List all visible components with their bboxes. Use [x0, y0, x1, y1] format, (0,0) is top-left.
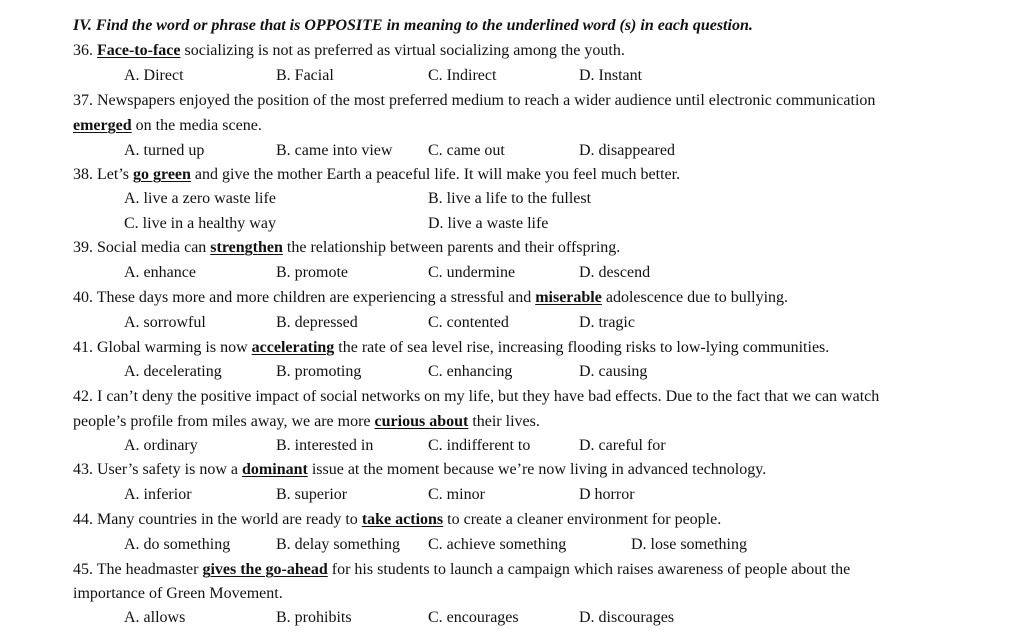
underlined-phrase: emerged	[73, 117, 132, 134]
option-c: C. undermine	[428, 264, 516, 281]
option-c: C. enhancing	[428, 363, 513, 380]
option-a: A. sorrowful	[124, 314, 206, 331]
question-number: 40. These days more and more children are experiencing a stressful and	[73, 289, 536, 306]
option-d: D. disappeared	[579, 142, 675, 159]
option-b: B. live a life to the fullest	[428, 190, 592, 207]
underlined-phrase: accelerating	[251, 339, 335, 356]
option-b: B. promote	[276, 264, 348, 281]
option-c: C. achieve something	[428, 536, 567, 553]
question-39	[73, 238, 620, 258]
option-c: C. came out	[428, 142, 505, 159]
question-42-cont	[73, 412, 540, 432]
option-b: B. interested in	[276, 437, 374, 454]
question-number: 38. Let’s	[73, 166, 133, 183]
question-40	[73, 288, 788, 308]
question-number: 43. User’s safety is now a	[73, 461, 243, 478]
question-37-cont	[73, 116, 262, 136]
question-text: their lives.	[468, 413, 540, 430]
underlined-phrase: dominant	[242, 461, 308, 478]
question-number: 41. Global warming is now	[73, 339, 252, 356]
question-text: on the media scene.	[131, 117, 262, 134]
question-number: 36.	[73, 42, 93, 59]
question-text: to create a cleaner environment for people.	[443, 511, 722, 528]
question-41	[73, 338, 829, 358]
underlined-phrase: go green	[133, 166, 191, 183]
option-d: D. careful for	[579, 437, 666, 454]
question-45-cont: importance of Green Movement.	[73, 585, 283, 602]
option-b: B. Facial	[276, 67, 334, 84]
option-c: C. minor	[428, 486, 485, 503]
question-45	[73, 560, 850, 580]
option-d: D. lose something	[631, 536, 747, 553]
option-c: C. encourages	[428, 609, 519, 626]
underlined-phrase: strengthen	[210, 239, 283, 256]
option-d: D. discourages	[579, 609, 675, 626]
option-a: A. do something	[124, 536, 231, 553]
option-b: B. came into view	[276, 142, 393, 159]
option-a: A. enhance	[124, 264, 196, 281]
section-heading: IV. Find the word or phrase that is OPPOSITE in meaning to the underlined word (s) in each question.	[73, 17, 753, 34]
option-a: A. Direct	[124, 67, 184, 84]
question-38	[73, 165, 680, 185]
question-text: and give the mother Earth a peaceful life. It will make you feel much better.	[190, 166, 681, 183]
question-number: 44. Many countries in the world are ready to	[73, 511, 362, 528]
option-c: C. contented	[428, 314, 509, 331]
option-a: A. live a zero waste life	[124, 190, 276, 207]
option-b: B. promoting	[276, 363, 362, 380]
question-text: adolescence due to bullying.	[601, 289, 789, 306]
question-text: socializing is not as preferred as virtual socializing among the youth.	[180, 42, 625, 59]
option-b: B. delay something	[276, 536, 400, 553]
question-43	[73, 460, 766, 480]
underlined-phrase: gives the go-ahead	[202, 561, 328, 578]
option-a: A. decelerating	[124, 363, 222, 380]
option-a: A. inferior	[124, 486, 192, 503]
question-42: 42. I can’t deny the positive impact of social networks on my life, but they have bad effects. Due to the fact that we can watch	[73, 388, 880, 405]
option-d: D. Instant	[579, 67, 643, 84]
option-a: A. ordinary	[124, 437, 198, 454]
option-d: D. descend	[579, 264, 651, 281]
underlined-phrase: take actions	[361, 511, 444, 528]
question-text: the relationship between parents and their offspring.	[282, 239, 621, 256]
option-c: C. indifferent to	[428, 437, 531, 454]
question-number: 39. Social media can	[73, 239, 211, 256]
option-b: B. depressed	[276, 314, 358, 331]
option-b: B. prohibits	[276, 609, 352, 626]
question-36	[73, 41, 625, 61]
question-37: 37. Newspapers enjoyed the position of the most preferred medium to reach a wider audience until electronic communication	[73, 92, 876, 109]
option-a: A. turned up	[124, 142, 205, 159]
option-d: D. live a waste life	[428, 215, 549, 232]
option-d: D. tragic	[579, 314, 635, 331]
option-b: B. superior	[276, 486, 348, 503]
question-number: 45. The headmaster	[73, 561, 203, 578]
option-d: D horror	[579, 486, 635, 503]
question-text: for his students to launch a campaign which raises awareness of people about the	[327, 561, 851, 578]
option-c: C. Indirect	[428, 67, 497, 84]
option-c: C. live in a healthy way	[124, 215, 276, 232]
question-text: people’s profile from miles away, we are more	[73, 413, 375, 430]
question-text: the rate of sea level rise, increasing flooding risks to low-lying communities.	[334, 339, 830, 356]
underlined-phrase: miserable	[535, 289, 602, 306]
question-44	[73, 510, 721, 530]
option-a: A. allows	[124, 609, 186, 626]
question-text: issue at the moment because we’re now living in advanced technology.	[307, 461, 767, 478]
underlined-phrase: curious about	[374, 413, 469, 430]
underlined-phrase: Face-to-face	[97, 42, 181, 59]
option-d: D. causing	[579, 363, 648, 380]
